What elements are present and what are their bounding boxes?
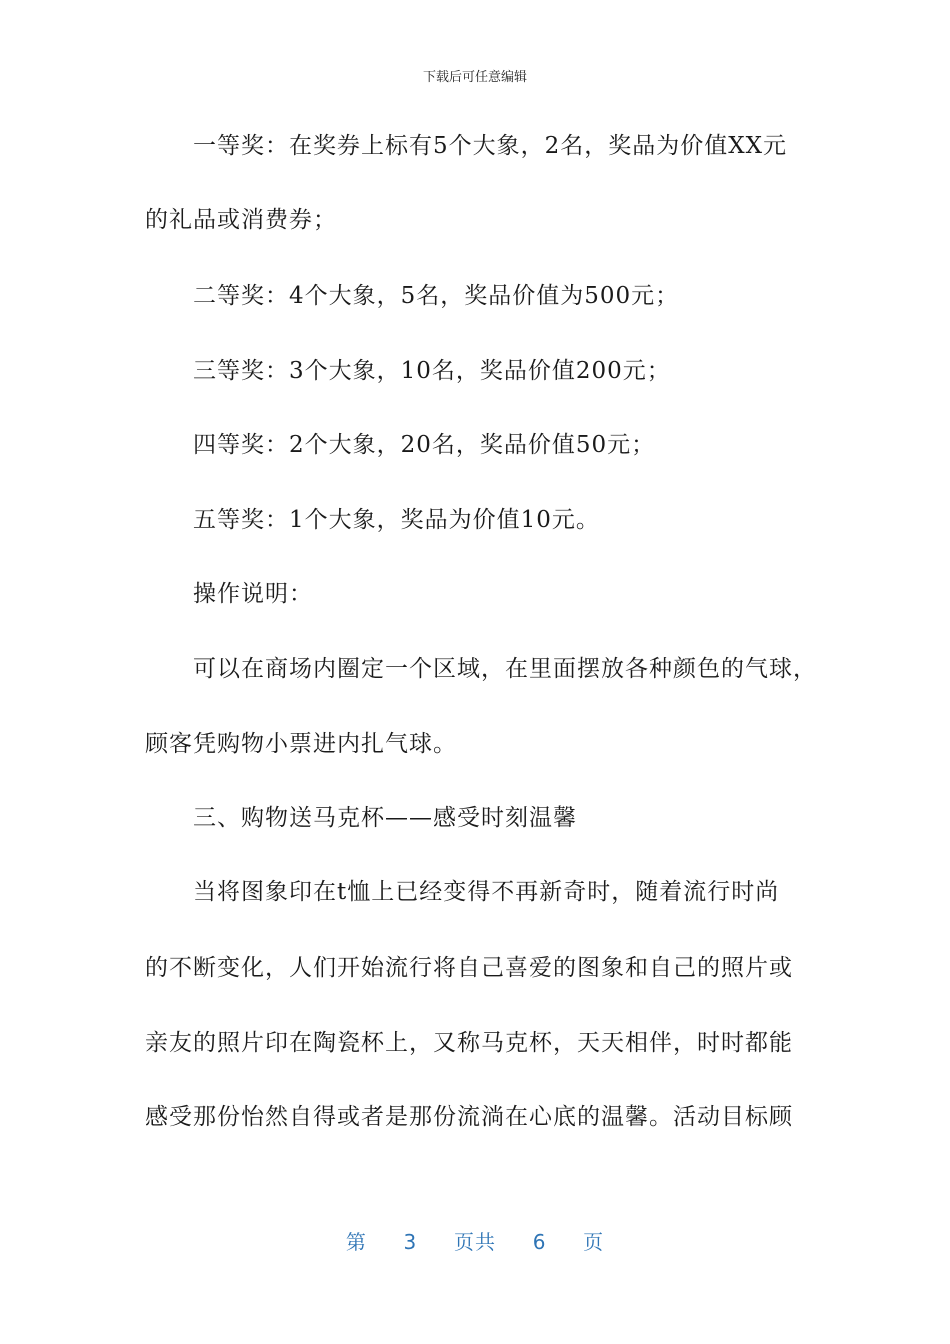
prize-fourth-line: 四等奖：2个大象，20名，奖品价值50元； (193, 432, 656, 458)
instructions-text-cont: 顾客凭购物小票进内扎气球。 (145, 731, 457, 757)
page-footer (0, 1226, 950, 1255)
section-three-heading: 三、购物送马克杯——感受时刻温馨 (193, 805, 577, 831)
section-three-para-line-2: 的不断变化，人们开始流行将自己喜爱的图象和自己的照片或 (145, 955, 793, 981)
prize-fifth-line: 五等奖：1个大象，奖品为价值10元。 (193, 507, 600, 533)
footer-suffix: 页 (583, 1230, 605, 1254)
header-note: 下载后可任意编辑 (422, 70, 527, 85)
prize-second-line: 二等奖：4个大象，5名，奖品价值为500元； (193, 283, 680, 309)
section-three-para-line-3: 亲友的照片印在陶瓷杯上，又称马克杯，天天相伴，时时都能 (145, 1030, 793, 1056)
footer-prefix: 第 (345, 1230, 367, 1254)
section-three-para-line-1: 当将图象印在t恤上已经变得不再新奇时，随着流行时尚 (193, 879, 780, 905)
prize-first-line-cont: 的礼品或消费券； (145, 207, 337, 233)
section-three-para-line-4: 感受那份怡然自得或者是那份流淌在心底的温馨。活动目标顾 (145, 1104, 793, 1130)
instructions-text: 可以在商场内圈定一个区域，在里面摆放各种颜色的气球， (193, 656, 817, 682)
prize-first-line: 一等奖：在奖券上标有5个大象，2名，奖品为价值XX元 (193, 133, 788, 159)
footer-current-page: 3 (403, 1230, 418, 1254)
footer-middle: 页共 (454, 1230, 496, 1254)
footer-total-pages: 6 (532, 1230, 547, 1254)
instructions-heading: 操作说明： (193, 581, 313, 607)
prize-third-line: 三等奖：3个大象，10名，奖品价值200元； (193, 358, 671, 384)
